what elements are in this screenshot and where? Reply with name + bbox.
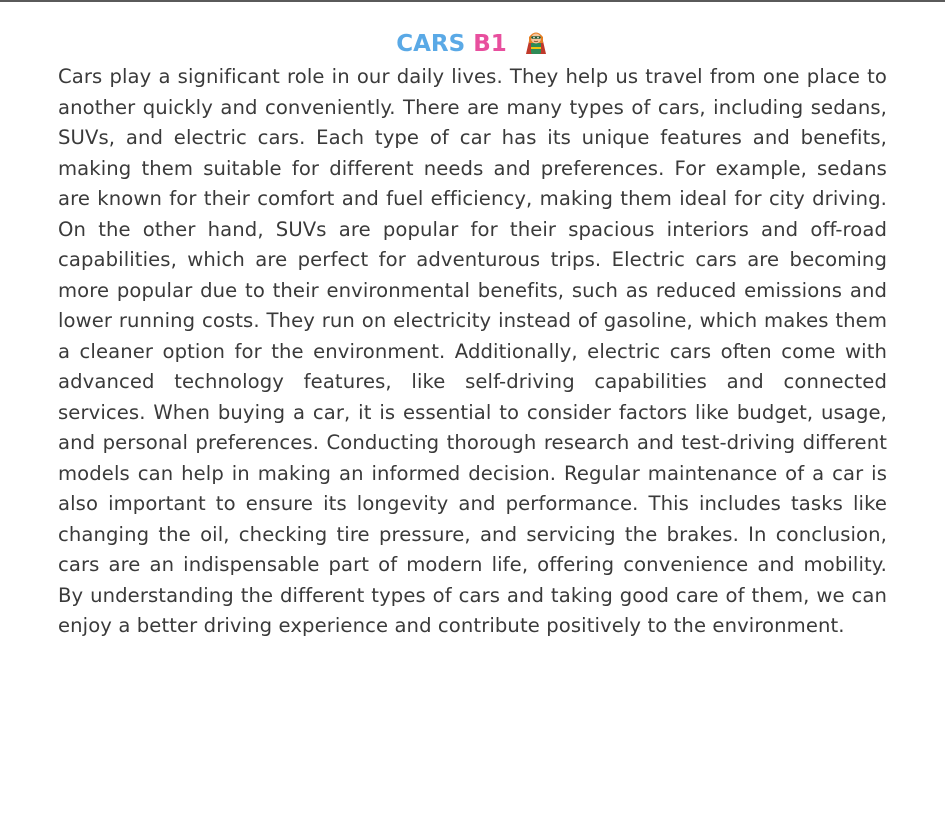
- title-level-badge: B1: [473, 31, 507, 57]
- superhero-icon: [523, 29, 549, 55]
- document-page: [58, 28, 887, 642]
- page-title: [58, 28, 887, 60]
- title-word-cars: CARS: [396, 31, 466, 57]
- body-paragraph: Cars play a significant role in our daily lives. They help us travel from one place to another quickly and conveniently. There are many types of cars, including sedans, SUVs, and electric cars. Each type of car has its unique features and benefits, making them suitable for different needs and preferences. For example, sedans are known for their comfort and fuel efficiency, making them ideal for city driving. On the other hand, SUVs are popular for their spacious interiors and off-road capabilities, which are perfect for adventurous trips. Electric cars are becoming more popular due to their environmental benefits, such as reduced emissions and lower running costs. They run on electricity instead of gasoline, which makes them a cleaner option for the environment. Additionally, electric cars often come with advanced technology features, like self-driving capabilities and connected services. When buying a car, it is essential to consider factors like budget, usage, and personal preferences. Conducting thorough research and test-driving different models can help in making an informed decision. Regular maintenance of a car is also important to ensure its longevity and performance. This includes tasks like changing the oil, checking tire pressure, and servicing the brakes. In conclusion, cars are an indispensable part of modern life, offering convenience and mobility. By understanding the different types of cars and taking good care of them, we can enjoy a better driving experience and contribute positively to the environment.: [58, 65, 887, 637]
- top-divider: [0, 0, 945, 2]
